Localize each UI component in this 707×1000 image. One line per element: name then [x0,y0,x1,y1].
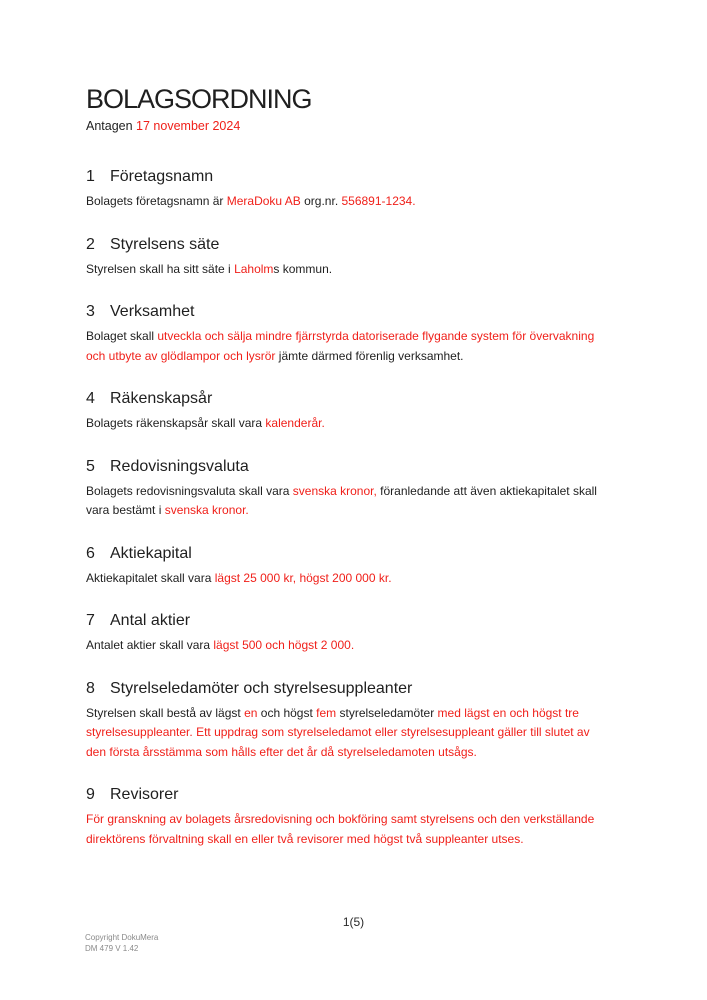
section-number: 2 [86,235,95,253]
section-9 [86,784,678,849]
field-value: och utbyte av glödlampor och lysrör [86,348,276,363]
field-value: Laholm [234,261,274,276]
section-paragraph [86,704,678,763]
body-text: Styrelsen skall ha sitt säte i [86,261,235,276]
section-paragraph [86,414,678,434]
field-value: MeraDoku AB [226,194,301,208]
field-value: fem [316,705,337,720]
field-value: direktörens förvaltning skall en eller två revisorer med högst två suppleanter utses. [86,831,524,846]
body-text: s kommun. [273,261,333,276]
body-text: Bolaget skall [86,329,158,343]
section-paragraph [86,810,678,849]
section-number: 6 [86,544,95,562]
field-value: lägst 25 000 kr, högst 200 000 kr. [214,570,392,585]
section-number: 4 [86,390,95,407]
section-5 [86,456,678,521]
field-value: För granskning av bolagets årsredovisning och bokföring samt styrelsens och den verkställande [86,812,595,826]
section-heading [86,388,678,410]
field-value: svenska kronor, [292,483,377,498]
section-number: 7 [86,612,95,629]
adopted-line [86,119,678,134]
section-title: Styrelsens säte [110,235,220,253]
body-text: Bolagets redovisningsvaluta skall vara [86,483,293,498]
field-value: lägst 500 och högst 2 000. [213,638,355,652]
copyright-block [85,932,158,954]
field-value: 556891-1234. [341,194,416,208]
section-number: 8 [86,679,95,697]
body-text: Aktiekapitalet skall vara [86,570,215,585]
section-title: Antal aktier [110,612,191,629]
section-heading [86,301,678,323]
section-number: 1 [86,168,95,185]
section-4 [86,388,678,434]
section-7 [86,610,678,656]
section-title: Styrelseledamöter och styrelsesuppleanter [110,679,413,697]
adopted-label: Antagen [86,119,137,133]
body-text: Styrelsen skall bestå av lägst [86,705,245,720]
body-text: Bolagets företagsnamn är [86,194,227,208]
section-paragraph [86,192,678,212]
section-title: Revisorer [110,786,179,803]
body-text: styrelseledamöter [336,705,438,720]
section-paragraph [86,569,678,589]
body-text: org.nr. [300,194,342,208]
field-value: svenska kronor. [164,503,249,517]
body-text: jämte därmed förenlig verksamhet. [275,348,464,363]
field-value: utveckla och sälja mindre fjärrstyrda datoriserade flygande system för övervakning [157,329,595,343]
section-paragraph [86,482,678,521]
body-text: och högst [257,705,317,720]
section-heading [86,166,678,188]
section-heading [86,610,678,632]
section-title: Verksamhet [110,303,195,320]
body-text: Bolagets räkenskapsår skall vara [86,416,266,430]
section-title: Aktiekapital [110,544,192,562]
field-value: styrelsesuppleanter. Ett uppdrag som styrelseledamot eller styrelsesuppleant gäller till slutet av [86,725,590,739]
section-3 [86,301,678,366]
document-body [86,166,678,849]
section-2 [86,234,678,280]
section-heading [86,784,678,806]
section-6 [86,543,678,589]
field-value: kalenderår. [265,416,325,430]
copyright-line: Copyright DokuMera [85,933,159,942]
section-heading [86,678,678,700]
body-text: Antalet aktier skall vara [86,638,214,652]
section-paragraph [86,260,678,280]
section-number: 3 [86,303,95,320]
section-heading [86,234,678,256]
section-heading [86,543,678,565]
section-title: Redovisningsvaluta [110,457,249,475]
page-number: 1(5) [342,915,365,929]
field-value: en [244,705,258,720]
document-content [86,84,678,849]
version-line: DM 479 V 1.42 [85,944,139,953]
section-title: Företagsnamn [110,168,214,185]
section-8 [86,678,678,763]
body-text: föranledande att även aktiekapitalet skall [376,483,597,498]
section-title: Räkenskapsår [110,390,213,407]
adopted-date: 17 november 2024 [136,119,241,133]
document-title: BOLAGSORDNING [86,84,312,114]
body-text: vara bestämt i [86,503,165,517]
field-value: den första årsstämma som hålls efter det år då styrelseledamoten utsågs. [86,744,477,759]
section-number: 9 [86,786,95,803]
section-1 [86,166,678,212]
section-number: 5 [86,457,95,475]
field-value: med lägst en och högst tre [437,705,579,720]
section-paragraph [86,327,678,366]
section-paragraph [86,636,678,656]
section-heading [86,456,678,478]
